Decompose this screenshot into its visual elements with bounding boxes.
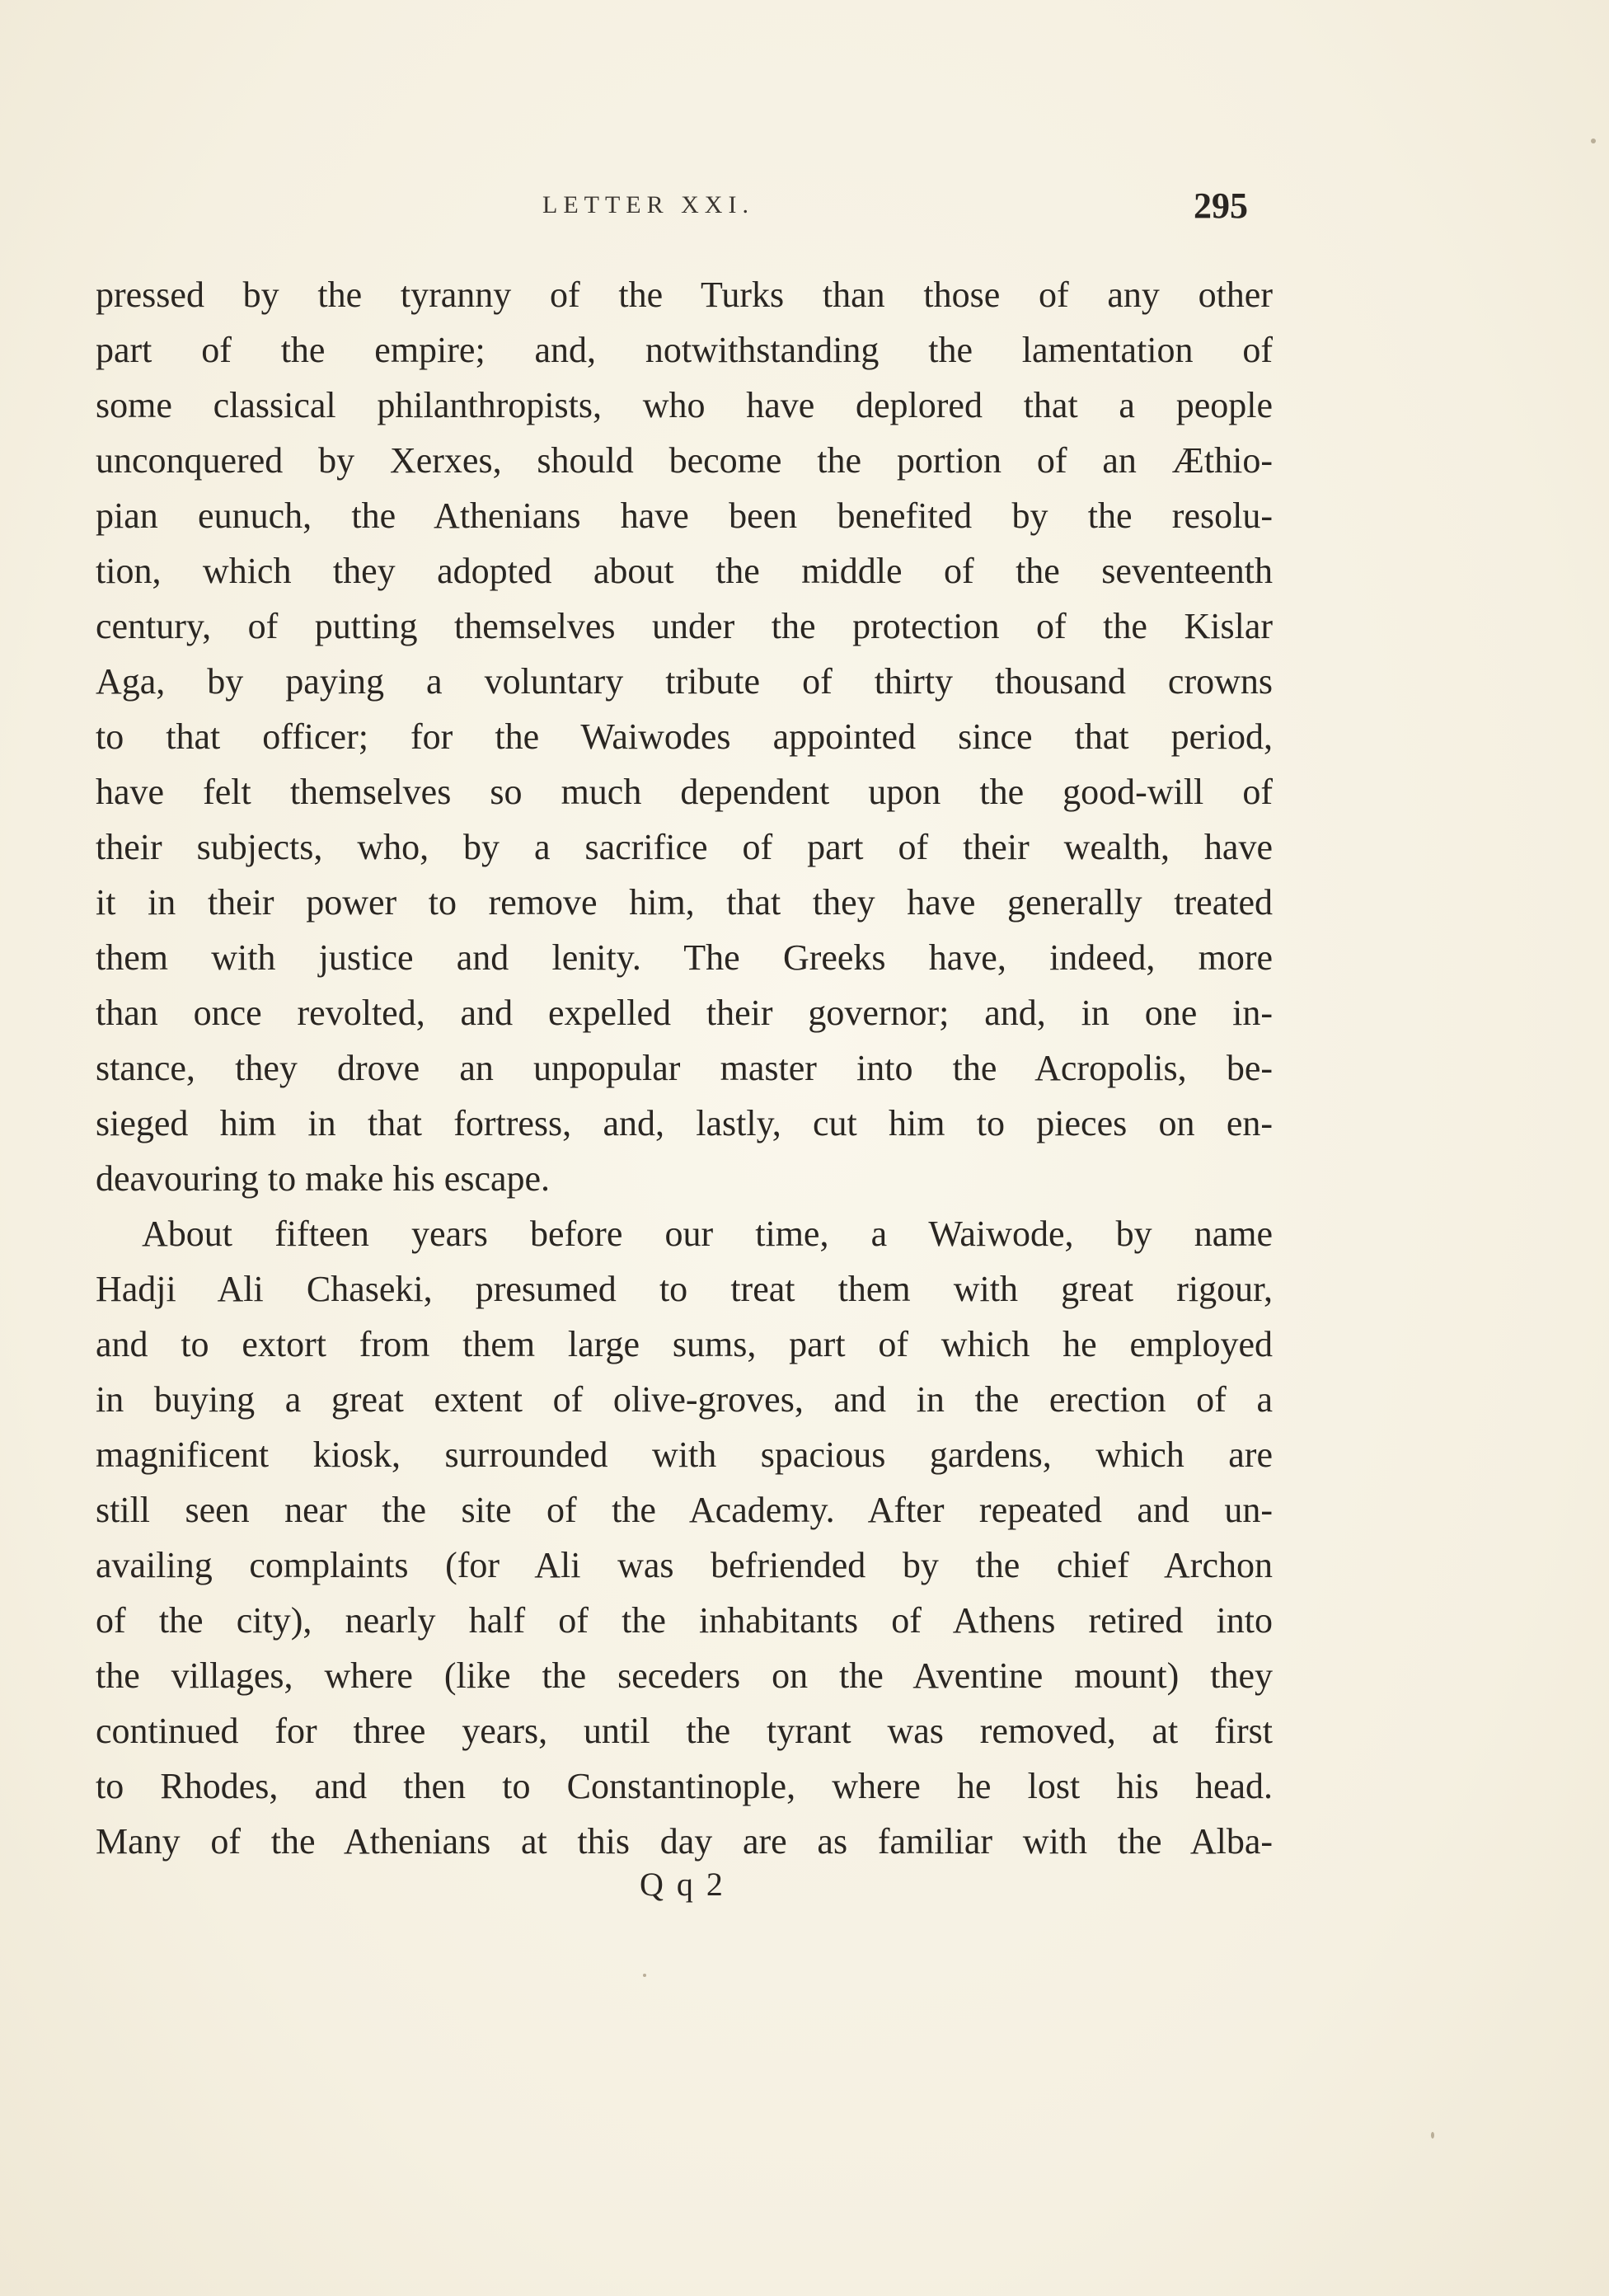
text-line: sieged him in that fortress, and, lastly, cut him to pieces on en- [96, 1103, 1273, 1143]
text-line: pressed by the tyranny of the Turks than those of any other [96, 275, 1273, 315]
text-line: century, of putting themselves under the protection of the Kislar [96, 606, 1273, 646]
text-line: continued for three years, until the tyrant was removed, at first [96, 1711, 1273, 1751]
text-line: have felt themselves so much dependent upon the good-will of [96, 772, 1273, 812]
paragraph-start-line: About fifteen years before our time, a Waiwode, by name [142, 1214, 1273, 1254]
body-text [96, 267, 1273, 1869]
running-title: LETTER XXI. [542, 191, 754, 218]
text-line: of the city), nearly half of the inhabitants of Athens retired into [96, 1600, 1273, 1641]
text-line: in buying a great extent of olive-groves, and in the erection of a [96, 1379, 1273, 1420]
text-line: unconquered by Xerxes, should become the portion of an Æthio- [96, 440, 1273, 481]
text-line: Many of the Athenians at this day are as familiar with the Alba- [96, 1821, 1273, 1862]
paper-speck [1431, 2132, 1434, 2139]
text-line: the villages, where (like the seceders on the Aventine mount) they [96, 1655, 1273, 1696]
text-line: availing complaints (for Ali was befriended by the chief Archon [96, 1545, 1273, 1585]
text-line: and to extort from them large sums, part of which he employed [96, 1324, 1273, 1364]
text-line: Aga, by paying a voluntary tribute of thirty thousand crowns [96, 661, 1273, 702]
text-line: it in their power to remove him, that they have generally treated [96, 882, 1273, 923]
text-line: part of the empire; and, notwithstanding the lamentation of [96, 330, 1273, 370]
text-line: than once revolted, and expelled their governor; and, in one in- [96, 993, 1273, 1033]
text-line: some classical philanthropists, who have deplored that a people [96, 385, 1273, 425]
paper-speck [643, 1974, 646, 1977]
text-line: pian eunuch, the Athenians have been benefited by the resolu- [96, 495, 1273, 536]
text-line: still seen near the site of the Academy. After repeated and un- [96, 1490, 1273, 1530]
paper-speck [1591, 139, 1596, 143]
text-line: tion, which they adopted about the middle of the seventeenth [96, 551, 1273, 591]
signature-mark: Q q 2 [640, 1866, 725, 1903]
page-number: 295 [1194, 185, 1248, 226]
running-head [0, 185, 1609, 241]
text-line: Hadji Ali Chaseki, presumed to treat them with great rigour, [96, 1269, 1273, 1309]
text-line: magnificent kiosk, surrounded with spacious gardens, which are [96, 1434, 1273, 1475]
text-line: stance, they drove an unpopular master into the Acropolis, be- [96, 1048, 1273, 1088]
text-line: their subjects, who, by a sacrifice of part of their wealth, have [96, 827, 1273, 867]
text-line: to that officer; for the Waiwodes appointed since that period, [96, 716, 1273, 757]
paragraph-end-line: deavouring to make his escape. [96, 1158, 551, 1199]
text-line: to Rhodes, and then to Constantinople, where he lost his head. [96, 1766, 1273, 1806]
text-line: them with justice and lenity. The Greeks have, indeed, more [96, 937, 1273, 978]
